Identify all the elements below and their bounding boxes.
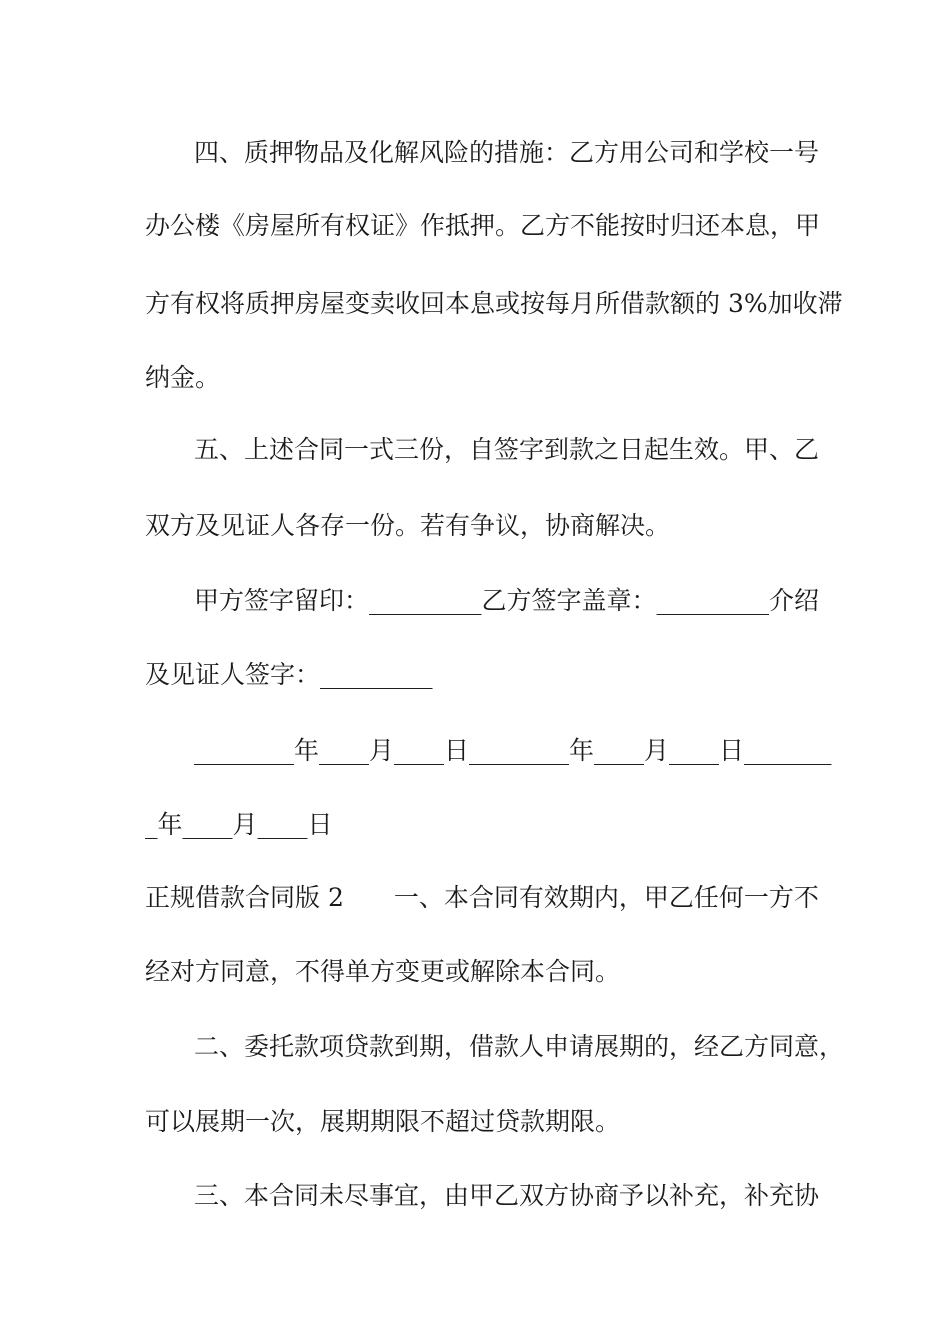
contract-2-clause-2-line-2: 可以展期一次，展期期限不超过贷款期限。 <box>145 1107 621 1136</box>
clause-5-line-2: 双方及见证人各存一份。若有争议，协商解决。 <box>145 511 671 540</box>
clause-4-line-4: 纳金。 <box>145 363 221 392</box>
date-line-2: _年____月____日 <box>145 810 333 839</box>
clause-5-line-1: 五、上述合同一式三份，自签字到款之日起生效。甲、乙 <box>194 435 820 464</box>
contract-2-clause-1-line-2: 经对方同意，不得单方变更或解除本合同。 <box>145 957 621 986</box>
signature-line-2: 及见证人签字：_________ <box>145 660 433 689</box>
contract-2-clause-1-line-1: 正规借款合同版 2 一、本合同有效期内，甲乙任何一方不 <box>145 883 819 912</box>
contract-2-clause-2-line-1: 二、委托款项贷款到期，借款人申请展期的，经乙方同意， <box>194 1032 845 1061</box>
clause-4-line-3: 方有权将质押房屋变卖收回本息或按每月所借款额的 3%加收滞 <box>145 289 843 318</box>
contract-2-clause-3-line-1: 三、本合同未尽事宜，由甲乙双方协商予以补充，补充协 <box>194 1181 820 1210</box>
clause-4-line-1: 四、质押物品及化解风险的措施：乙方用公司和学校一号 <box>194 138 820 167</box>
clause-4-line-2: 办公楼《房屋所有权证》作抵押。乙方不能按时归还本息，甲 <box>145 211 821 240</box>
signature-line-1: 甲方签字留印：_________乙方签字盖章：_________介绍 <box>194 586 820 615</box>
date-line-1: ________年____月____日________年____月____日_______ <box>194 736 832 765</box>
